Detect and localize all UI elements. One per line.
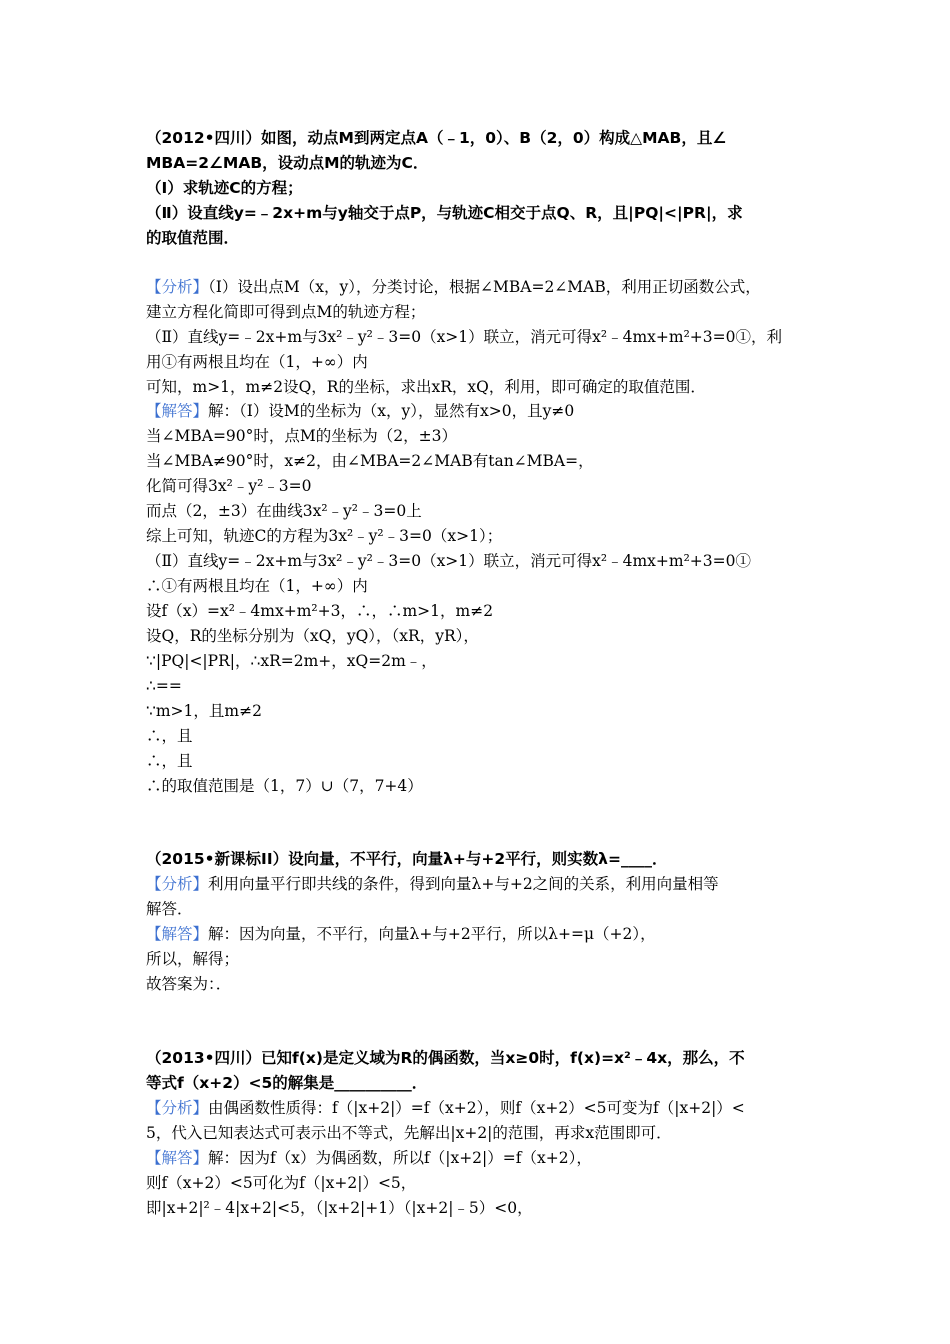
- problem1-answer-line: ∴的取值范围是（1，7）∪（7，7+4）: [146, 777, 423, 795]
- problem1-answer-line: ∴==: [146, 677, 182, 695]
- problem1-analysis-line: 建立方程化简即可得到点M的轨迹方程；: [146, 303, 426, 321]
- problem1-analysis-line: 可知，m>1，m≠2设Q，R的坐标，求出xR，xQ，利用，即可确定的取值范围．: [146, 378, 706, 396]
- problem1-answer-line: 综上可知，轨迹C的方程为3x²﹣y²﹣3=0（x>1）；: [146, 527, 503, 545]
- problem1-analysis-line: （Ⅱ）直线y=﹣2x+m与3x²﹣y²﹣3=0（x>1）联立，消元可得x²﹣4mx+m²+3=0①，利: [146, 328, 783, 346]
- analysis-tag: 【分析】: [146, 1099, 209, 1117]
- problem1-answer-line: 而点（2，±3）在曲线3x²﹣y²﹣3=0上: [146, 502, 422, 520]
- problem1-answer-line: 化简可得3x²﹣y²﹣3=0: [146, 477, 312, 495]
- problem1-answer-line: ∵m>1，且m≠2: [146, 702, 262, 720]
- problem1-answer-line: ∴，且: [146, 752, 193, 770]
- problem1-answer-line: 【解答】解：（Ⅰ）设M的坐标为（x，y），显然有x>0，且y≠0: [146, 402, 575, 420]
- problem1-answer-line: ∵|PQ|<|PR|，∴xR=2m+，xQ=2m﹣，: [146, 652, 437, 670]
- problem1-stem-line: MBA=2∠MAB，设动点M的轨迹为C．: [146, 154, 429, 172]
- problem2-analysis-line: 【分析】利用向量平行即共线的条件，得到向量λ+与+2之间的关系，利用向量相等: [146, 875, 719, 893]
- problem1-answer-line: ∴，且: [146, 727, 193, 745]
- problem3-stem-line: 等式f（x+2）<5的解集是__________．: [146, 1074, 428, 1092]
- problem2-answer-line: 故答案为：．: [146, 975, 232, 993]
- problem1-answer-line: 当∠MBA=90°时，点M的坐标为（2，±3）: [146, 427, 457, 445]
- problem3-answer-line: 即|x+2|²﹣4|x+2|<5，（|x+2|+1）（|x+2|﹣5）<0，: [146, 1199, 533, 1217]
- answer-tag: 【解答】: [146, 925, 209, 943]
- problem1-answer-line: 设Q，R的坐标分别为（xQ，yQ），（xR，yR），: [146, 627, 479, 645]
- problem2-answer-line: 【解答】解：因为向量，不平行，向量λ+与+2平行，所以λ+=μ（+2），: [146, 925, 656, 943]
- problem1-stem-line: （Ⅱ）设直线y=﹣2x+m与y轴交于点P，与轨迹C相交于点Q、R，且|PQ|<|PR|，求: [146, 204, 743, 222]
- problem1-answer-line: （Ⅱ）直线y=﹣2x+m与3x²﹣y²﹣3=0（x>1）联立，消元可得x²﹣4mx+m²+3=0①: [146, 552, 752, 570]
- problem1-analysis-line: 【分析】（Ⅰ）设出点M（x，y），分类讨论，根据∠MBA=2∠MAB，利用正切函数公式，: [146, 278, 761, 296]
- problem3-analysis-line: 5，代入已知表达式可表示出不等式，先解出|x+2|的范围，再求x范围即可．: [146, 1124, 672, 1142]
- problem1-analysis-line: 用①有两根且均在（1，+∞）内: [146, 353, 368, 371]
- answer-tag: 【解答】: [146, 1149, 209, 1167]
- analysis-tag: 【分析】: [146, 278, 209, 296]
- analysis-tag: 【分析】: [146, 875, 209, 893]
- problem2-answer-line: 所以，解得；: [146, 950, 240, 968]
- problem3-answer-line: 【解答】解：因为f（x）为偶函数，所以f（|x+2|）=f（x+2），: [146, 1149, 592, 1167]
- problem3-answer-line: 则f（x+2）<5可化为f（|x+2|）<5，: [146, 1174, 417, 1192]
- problem2-stem-line: （2015•新课标II）设向量，不平行，向量λ+与+2平行，则实数λ=____．: [146, 850, 668, 868]
- problem1-stem-line: 的取值范围．: [146, 229, 240, 247]
- problem1-stem-line: （2012•四川）如图，动点M到两定点A（﹣1，0）、B（2，0）构成△MAB，且∠: [146, 129, 727, 147]
- answer-tag: 【解答】: [146, 402, 209, 420]
- problem1-answer-line: 当∠MBA≠90°时，x≠2，由∠MBA=2∠MAB有tan∠MBA=，: [146, 452, 594, 470]
- problem2-analysis-line: 解答．: [146, 900, 193, 918]
- problem3-stem-line: （2013•四川）已知f(x)是定义域为R的偶函数，当x≥0时，f(x)=x²﹣4x，那么，不: [146, 1049, 745, 1067]
- problem1-stem-line: （Ⅰ）求轨迹C的方程；: [146, 179, 303, 197]
- problem3-analysis-line: 【分析】由偶函数性质得：f（|x+2|）=f（x+2），则f（x+2）<5可变为f（|x+2|）<: [146, 1099, 745, 1117]
- problem1-answer-line: 设f（x）=x²﹣4mx+m²+3，∴，∴m>1，m≠2: [146, 602, 494, 620]
- problem1-answer-line: ∴①有两根且均在（1，+∞）内: [146, 577, 368, 595]
